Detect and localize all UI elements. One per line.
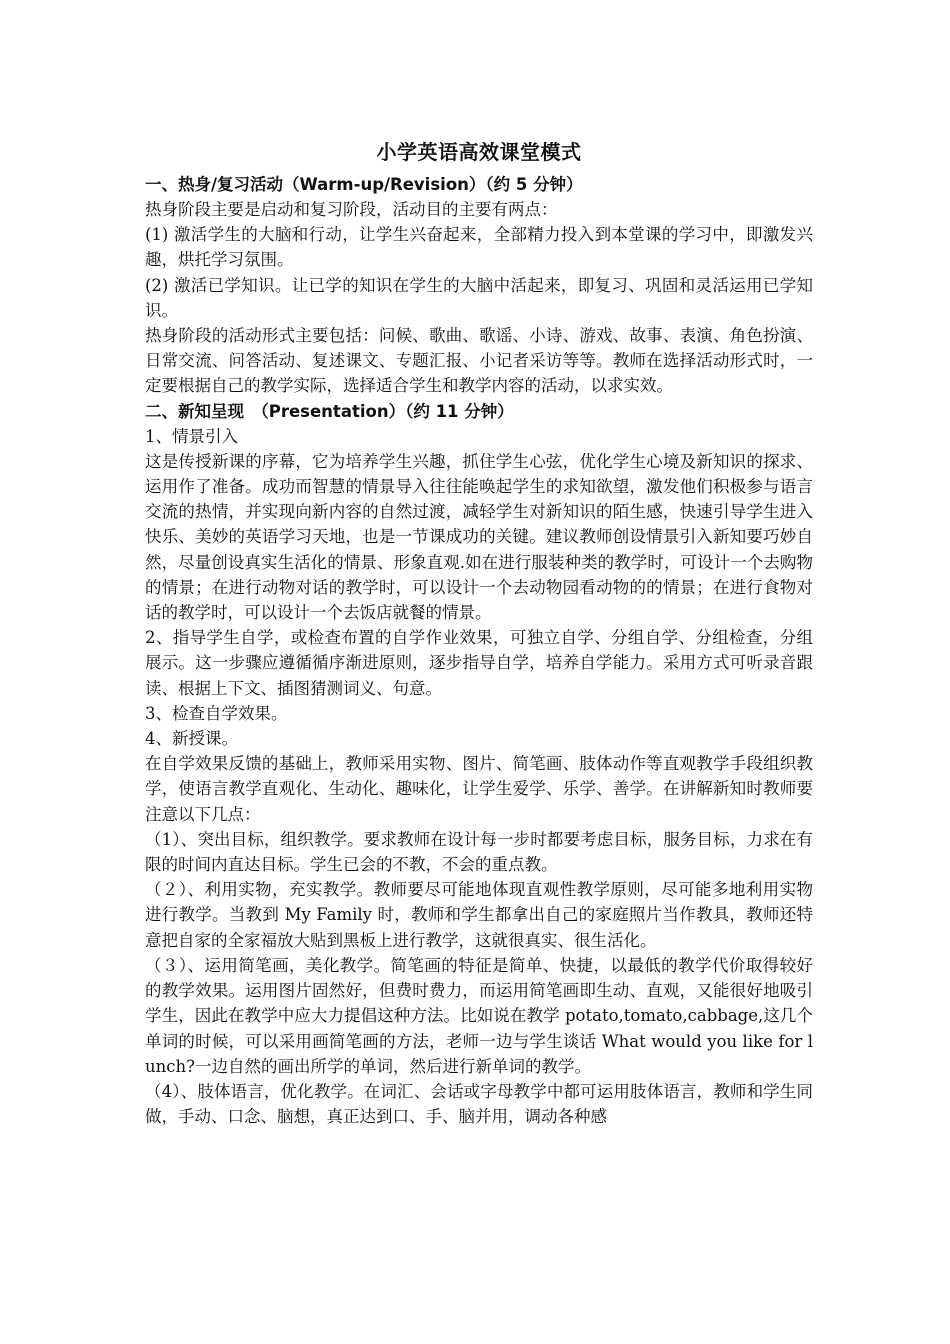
paragraph: 这是传授新课的序幕，它为培养学生兴趣，抓住学生心弦，优化学生心境及新知识的探求、运用作了准备。成功而智慧的情景导入往往能唤起学生的求知欲望，激发他们积极参与语言交流的热情，并实现向新内容的自然过渡，减轻学生对新知识的陌生感，快速引导学生进入快乐、美妙的英语学习天地，也是一节课成功的关键。建议教师创设情景引入新知要巧妙自然，尽量创设真实生活化的情景、形象直观.如在进行服装种类的教学时，可设计一个去购物的情景；在进行动物对话的教学时，可以设计一个去动物园看动物的的情景；在进行食物对话的教学时，可以设计一个去饭店就餐的情景。 [145, 451, 813, 623]
paragraph: （4）、肢体语言，优化教学。在词汇、会话或字母教学中都可运用肢体语言，教师和学生同做，手动、口念、脑想，真正达到口、手、脑并用，调动各种感 [145, 1081, 813, 1127]
paragraph: 4、新授课。 [145, 729, 238, 749]
section-heading: 一、热身/复习活动（Warm-up/Revision）（约 5 分钟） [145, 175, 583, 194]
paragraph: 在自学效果反馈的基础上，教师采用实物、图片、简笔画、肢体动作等直观教学手段组织教学，使语言教学直观化、生动化、趣味化，让学生爱学、乐学、善学。在讲解新知时教师要注意以下几点： [145, 754, 813, 824]
section-heading: 二、新知呈现 （Presentation）（约 11 分钟） [145, 401, 514, 421]
paragraph: 1、情景引入 [145, 426, 238, 446]
paragraph: 热身阶段的活动形式主要包括：问候、歌曲、歌谣、小诗、游戏、故事、表演、角色扮演、日常交流、问答活动、复述课文、专题汇报、小记者采访等等。教师在选择活动形式时，一定要根据自己的教学实际，选择适合学生和教学内容的活动，以求实效。 [145, 326, 813, 396]
document-body [145, 172, 813, 1129]
paragraph: 2、指导学生自学，或检查布置的自学作业效果，可独立自学、分组自学、分组检查，分组展示。这一步骤应遵循循序渐进原则，逐步指导自学，培养自学能力。采用方式可听录音跟读、根据上下文、插图猜测词义、句意。 [145, 628, 813, 698]
paragraph: 3、检查自学效果。 [145, 703, 288, 723]
document-page [145, 138, 813, 1129]
paragraph: （３）、运用简笔画，美化教学。简笔画的特征是简单、快捷，以最低的教学代价取得较好的教学效果。运用图片固然好，但费时费力，而运用简笔画即生动、直观，又能很好地吸引学生，因此在教学中应大力提倡这种方法。比如说在教学 potato,tomato,cabbage,这几个单词的时候，可以采用画简笔画的方法，老师一边与学生谈话 What would you like for lunch?一边自然的画出所学的单词，然后进行新单词的教学。 [145, 955, 813, 1076]
document-title: 小学英语高效课堂模式 [376, 140, 582, 164]
paragraph: (1) 激活学生的大脑和行动，让学生兴奋起来，全部精力投入到本堂课的学习中，即激发兴趣，烘托学习氛围。 [145, 225, 813, 270]
paragraph: (2) 激活已学知识。让已学的知识在学生的大脑中活起来，即复习、巩固和灵活运用已学知识。 [145, 275, 813, 320]
paragraph: 热身阶段主要是启动和复习阶段，活动目的主要有两点： [145, 200, 558, 219]
paragraph: （２）、利用实物，充实教学。教师要尽可能地体现直观性教学原则，尽可能多地利用实物进行教学。当教到 My Family 时，教师和学生都拿出自己的家庭照片当作教具，教师还特意把自家的全家福放大贴到黑板上进行教学，这就很真实、很生活化。 [145, 880, 813, 950]
paragraph: （1）、突出目标，组织教学。要求教师在设计每一步时都要考虑目标，服务目标，力求在有限的时间内直达目标。学生已会的不教，不会的重点教。 [145, 829, 813, 875]
